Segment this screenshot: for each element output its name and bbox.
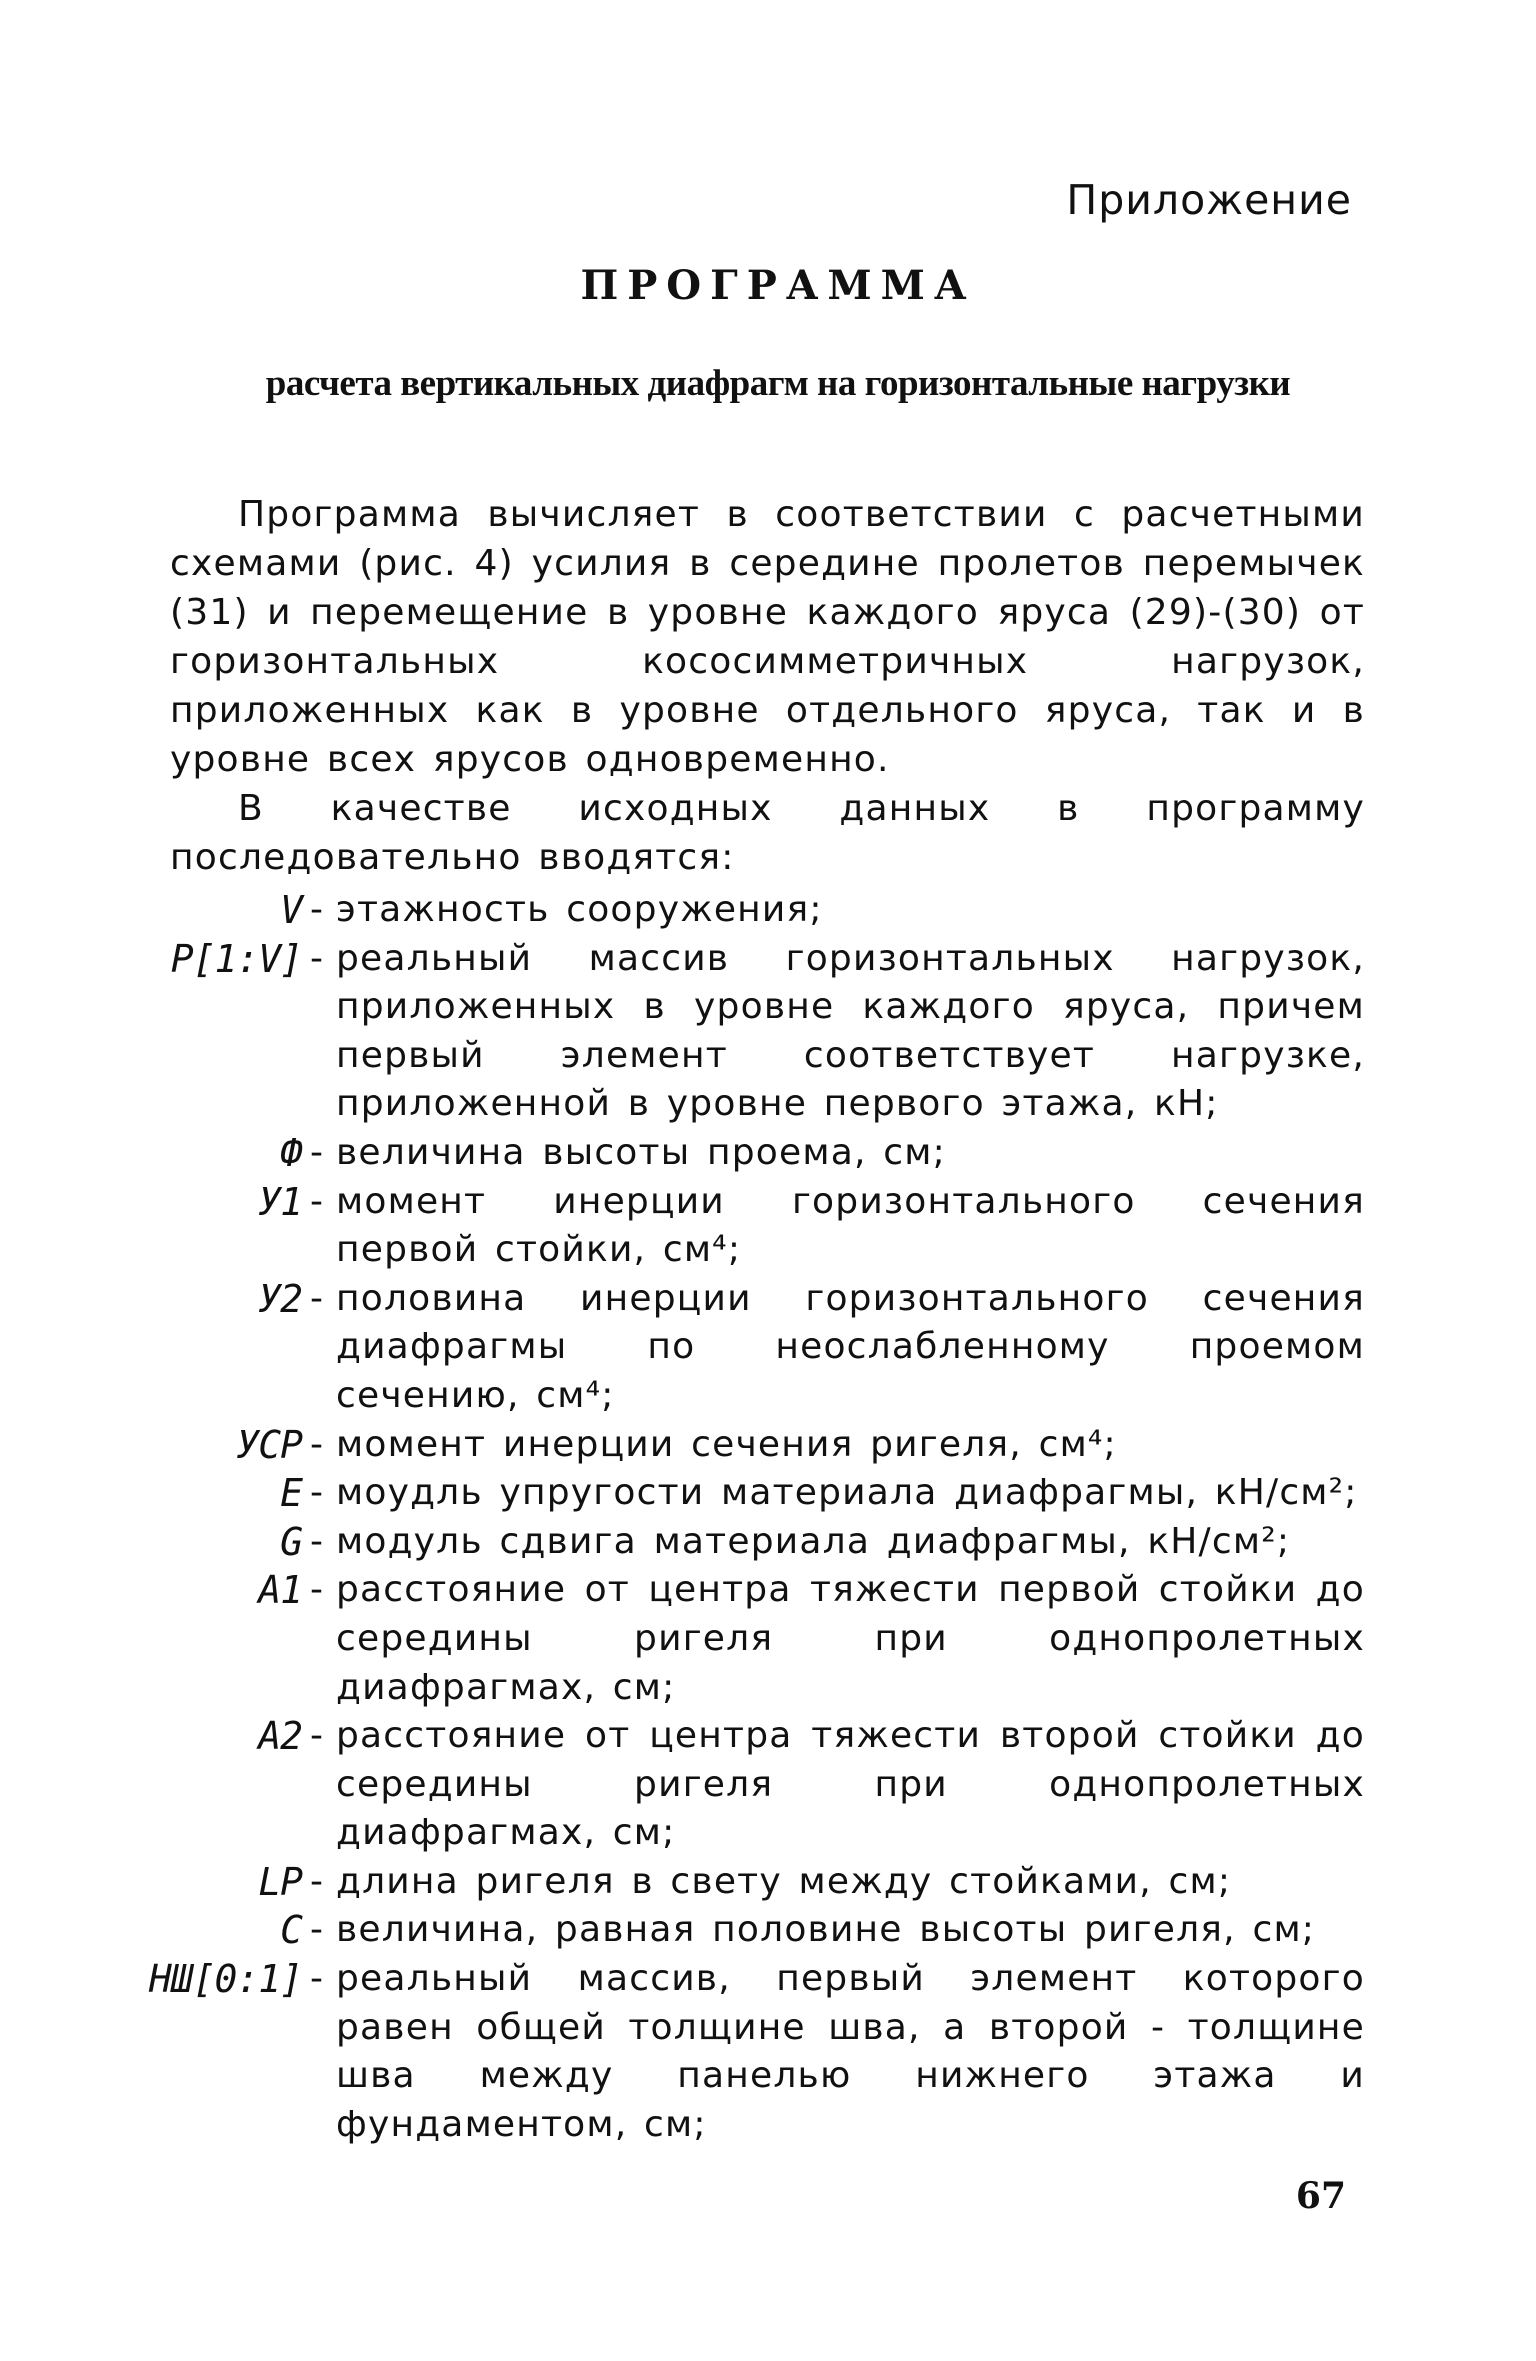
definition-dash: - <box>310 889 325 930</box>
definition-item <box>120 1858 1365 1907</box>
definition-item <box>120 1421 1365 1470</box>
definition-text: реальный массив, первый элемент которого равен общей толщине шва, а второй - толщине шва между панелью нижнего этажа и фундаментом, см; <box>336 1958 1365 2145</box>
definition-text: моудль упругости материала диафрагмы, кН/см²; <box>336 1472 1358 1514</box>
definition-item <box>120 886 1365 935</box>
definition-dash: - <box>310 1520 325 1562</box>
definition-dash: - <box>310 1472 325 1514</box>
definition-symbol: LP <box>258 1859 302 1904</box>
definition-item <box>120 935 1365 1129</box>
definition-text: этажность сооружения; <box>336 889 823 930</box>
definition-item <box>120 1955 1365 2149</box>
definition-dash: - <box>310 1277 325 1319</box>
definition-text: реальный массив горизонтальных нагрузок, приложенных в уровне каждого яруса, причем первый элемент соответствует нагрузке, приложенной в уровне первого этажа, кН; <box>336 937 1365 1125</box>
paragraph-input-data: В качестве исходных данных в программу последовательно вводятся: <box>170 788 1365 878</box>
definition-dash: - <box>310 937 325 979</box>
definition-dash: - <box>310 1860 325 1902</box>
definition-dash: - <box>310 1958 325 2000</box>
definition-symbol: G <box>280 1519 302 1564</box>
definition-text: момент инерции сечения ригеля, см⁴; <box>336 1423 1117 1465</box>
definition-symbol: E <box>280 1471 302 1516</box>
definition-symbol: A2 <box>258 1714 302 1759</box>
definition-symbol: У1 <box>258 1179 302 1224</box>
program-title: ПРОГРАММА <box>580 262 976 309</box>
definition-item <box>120 1129 1365 1178</box>
definition-item <box>120 1906 1365 1955</box>
definition-dash: - <box>310 1131 325 1173</box>
definition-item <box>120 1275 1365 1421</box>
definition-text: половина инерции горизонтального сечения диафрагмы по неослабленному проемом сечению, см⁴; <box>336 1277 1365 1416</box>
definition-item <box>120 1712 1365 1858</box>
definition-symbol: P[1:V] <box>170 936 302 981</box>
definition-text: длина ригеля в свету между стойками, см; <box>336 1860 1232 1902</box>
definition-dash: - <box>310 1423 325 1465</box>
definition-symbol: НШ[0:1] <box>148 1957 302 2002</box>
page-number: 67 <box>1295 2175 1346 2217</box>
definition-dash: - <box>310 1909 325 1951</box>
definition-symbol: УСР <box>236 1422 302 1467</box>
body-text <box>170 490 1365 882</box>
definition-symbol: A1 <box>258 1568 302 1613</box>
definition-symbol: У2 <box>258 1276 302 1321</box>
definition-item <box>120 1178 1365 1275</box>
definition-symbol: V <box>280 888 302 932</box>
definition-dash: - <box>310 1180 325 1222</box>
definition-text: модуль сдвига материала диафрагмы, кН/см²; <box>336 1520 1291 1562</box>
definition-item <box>120 1518 1365 1567</box>
definition-symbol: C <box>280 1908 302 1953</box>
definition-item <box>120 1469 1365 1518</box>
definition-dash: - <box>310 1569 325 1611</box>
definitions-list <box>120 886 1365 2149</box>
definition-text: величина, равная половине высоты ригеля, см; <box>336 1909 1316 1951</box>
definition-text: момент инерции горизонтального сечения первой стойки, см⁴; <box>336 1180 1365 1271</box>
definition-text: величина высоты проема, см; <box>336 1131 946 1173</box>
paragraph-description: Программа вычисляет в соответствии с расчетными схемами (рис. 4) усилия в середине пролетов перемычек (31) и перемещение в уровне каждого яруса (29)-(30) от горизонтальных кососимметричных нагрузок, приложенных как в уровне отдельного яруса, так и в уровне всех ярусов одновременно. <box>170 494 1365 780</box>
program-subtitle: расчета вертикальных диафрагм на горизонтальные нагрузки <box>265 363 1291 404</box>
definition-item <box>120 1566 1365 1712</box>
appendix-label: Приложение <box>1066 176 1352 224</box>
definition-text: расстояние от центра тяжести второй стойки до середины ригеля при однопролетных диафрагмах, см; <box>336 1715 1365 1854</box>
definition-text: расстояние от центра тяжести первой стойки до середины ригеля при однопролетных диафрагмах, см; <box>336 1569 1365 1708</box>
definition-dash: - <box>310 1715 325 1757</box>
definition-symbol: Ф <box>280 1130 302 1175</box>
